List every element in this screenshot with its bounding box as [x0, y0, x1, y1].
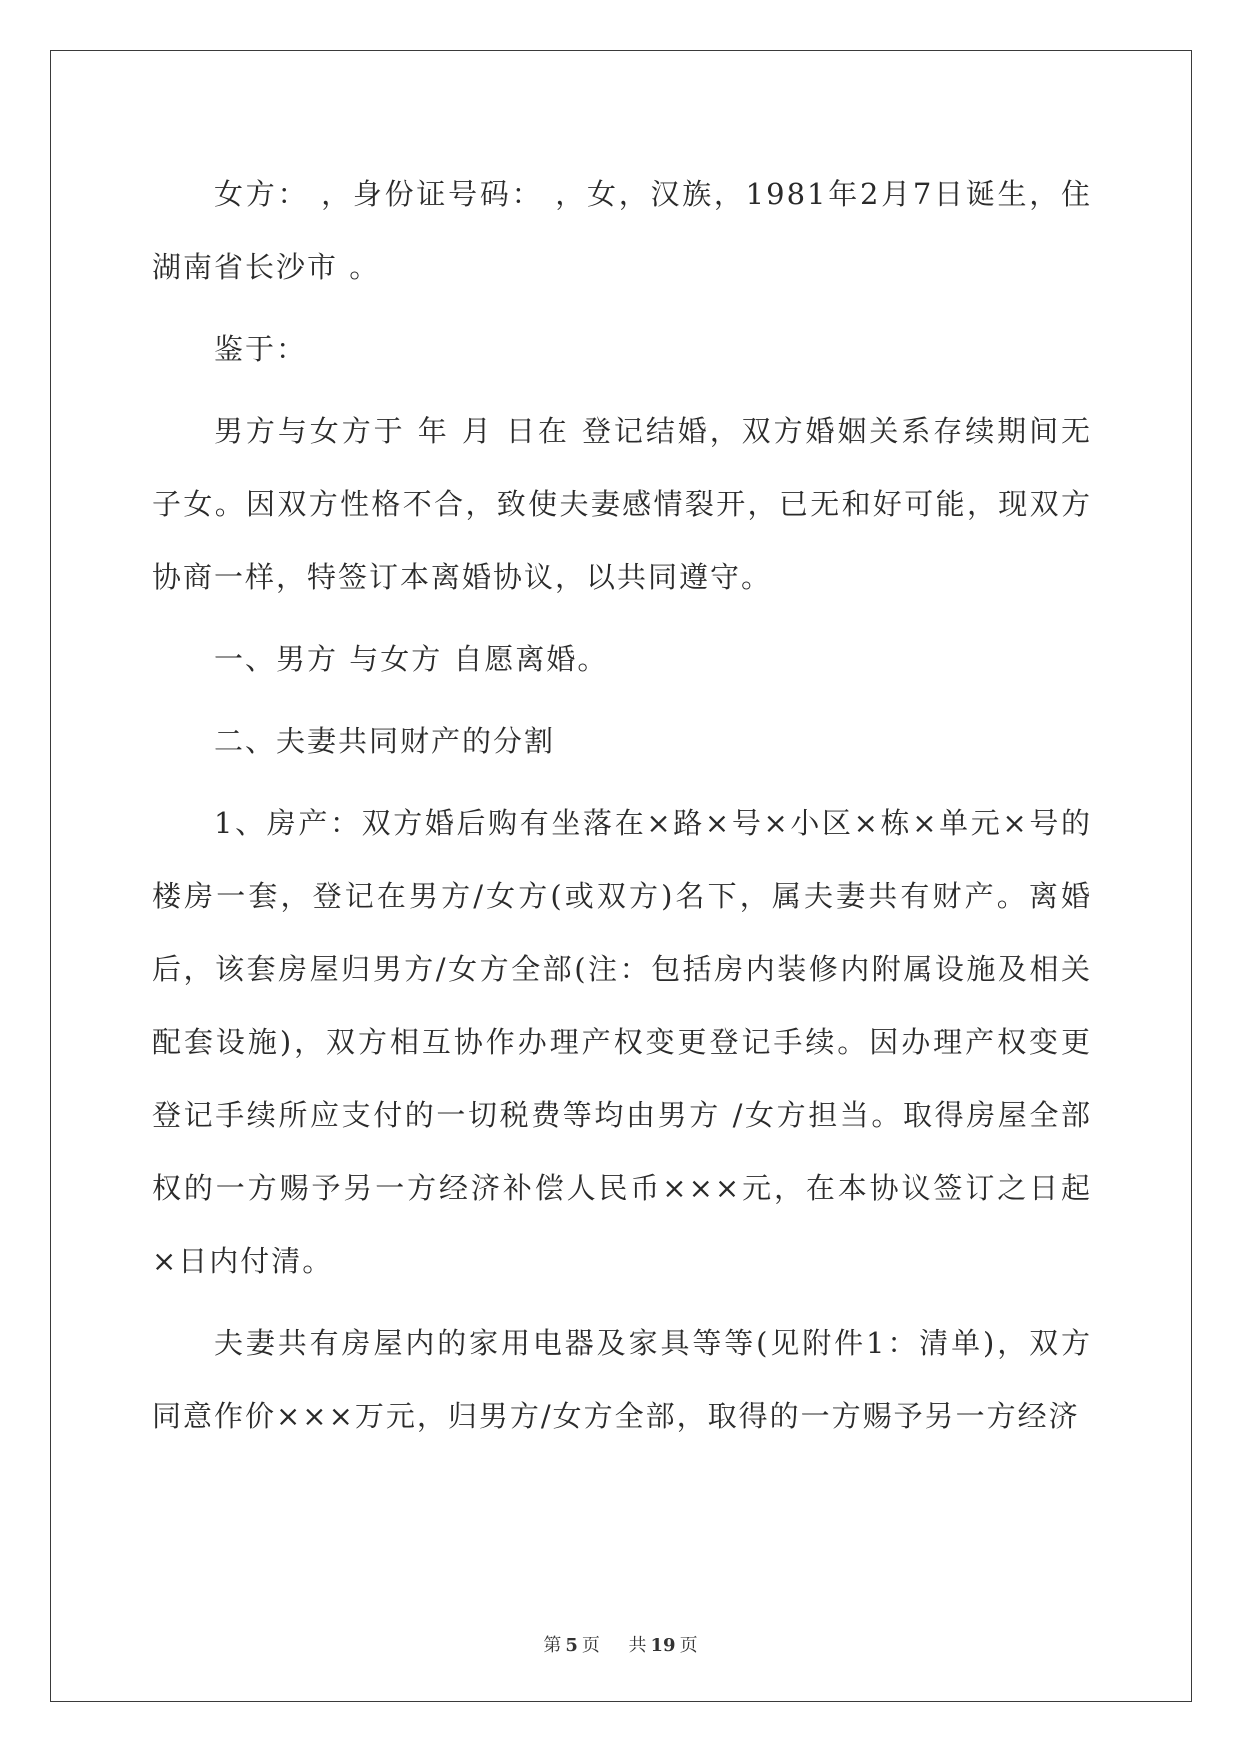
footer-prefix: 第 [543, 1635, 562, 1656]
footer-total-prefix: 共 [628, 1635, 647, 1656]
page-footer [0, 1631, 1241, 1657]
footer-page-number: 5 [565, 1635, 578, 1656]
paragraph-whereas: 鉴于： [214, 332, 308, 366]
paragraph-household-items: 夫妻共有房屋内的家用电器及家具等等(见附件1：清单)，双方同意作价×××万元，归男方/女方全部，取得的一方赐予另一方经济 [152, 1326, 1092, 1433]
footer-total-suffix: 页 [679, 1635, 698, 1656]
paragraph-marriage-background: 男方与女方于 年 月 日在 登记结婚，双方婚姻关系存续期间无子女。因双方性格不合，致使夫妻感情裂开，已无和好可能，现双方协商一样，特签订本离婚协议，以共同遵守。 [152, 414, 1092, 594]
paragraph-real-estate: 1、房产：双方婚后购有坐落在×路×号×小区×栋×单元×号的楼房一套，登记在男方/女方(或双方)名下，属夫妻共有财产。离婚后，该套房屋归男方/女方全部(注：包括房内装修内附属设施及相关配套设施)，双方相互协作办理产权变更登记手续。因办理产权变更登记手续所应支付的一切税费等均由男方 /女方担当。取得房屋全部权的一方赐予另一方经济补偿人民币×××元，在本协议签订之日起×日内付清。 [152, 806, 1092, 1278]
footer-page-suffix: 页 [581, 1635, 600, 1656]
footer-total-pages: 19 [650, 1635, 676, 1656]
paragraph-woman-info: 女方： ，身份证号码： ，女，汉族，1981年2月7日诞生，住湖南省长沙市 。 [152, 177, 1092, 284]
paragraph-clause-one: 一、男方 与女方 自愿离婚。 [214, 642, 609, 676]
document-body [152, 158, 1092, 1453]
paragraph-clause-two: 二、夫妻共同财产的分割 [214, 724, 556, 758]
